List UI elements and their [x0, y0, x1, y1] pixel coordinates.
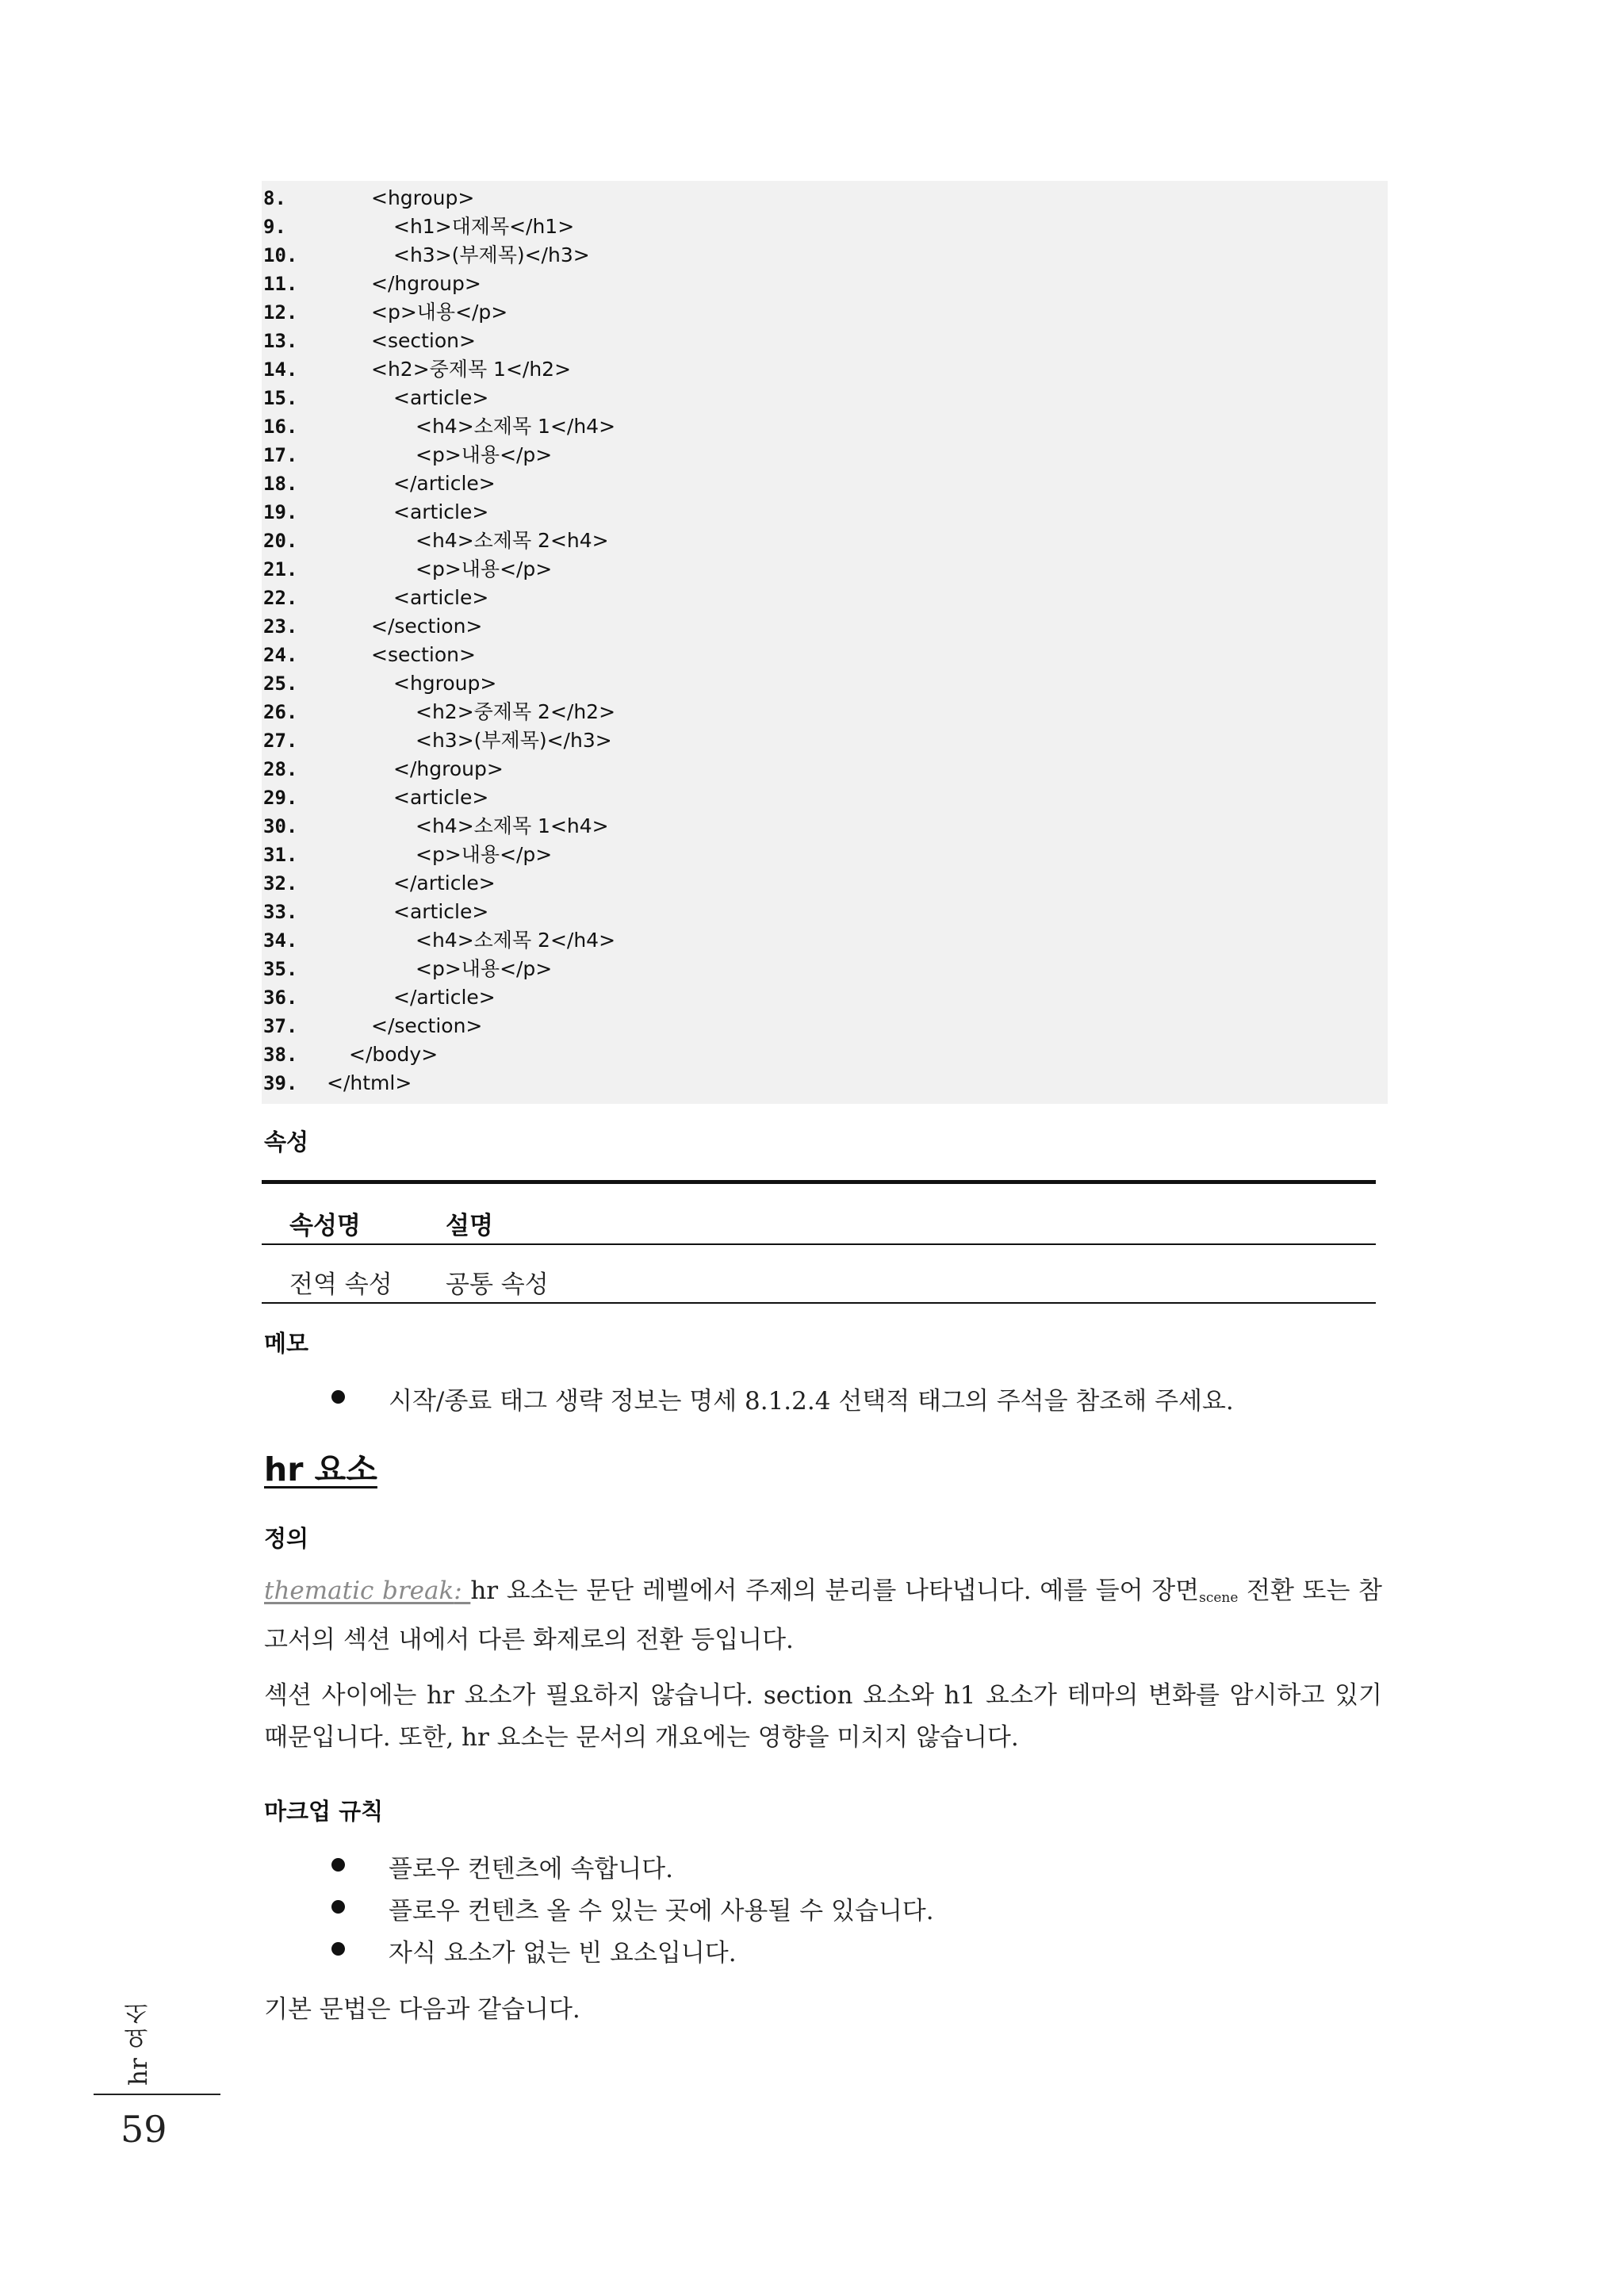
line-number: 35.	[263, 958, 298, 980]
code-text: </article>	[393, 986, 496, 1009]
line-number: 11.	[263, 273, 298, 295]
line-number: 21.	[263, 558, 298, 580]
line-number: 12.	[263, 301, 298, 324]
running-section-label: hr 요소	[124, 2001, 153, 2086]
code-text: <section>	[371, 643, 476, 666]
code-text: <article>	[393, 900, 489, 923]
code-text: <p>내용</p>	[416, 957, 553, 980]
code-text: <h3>(부제목)</h3>	[393, 243, 590, 266]
line-number: 18.	[263, 473, 298, 495]
basic-syntax-text: 기본 문법은 다음과 같습니다.	[264, 1995, 580, 2024]
markup-rule-item: 자식 요소가 없는 빈 요소입니다.	[389, 1939, 737, 1967]
line-number: 14.	[263, 358, 298, 381]
line-number: 39.	[263, 1072, 298, 1094]
code-text: <h3>(부제목)</h3>	[416, 729, 612, 752]
code-text: </hgroup>	[393, 757, 504, 780]
definition-paragraph	[264, 1570, 1382, 1661]
code-text: <h2>중제목 2</h2>	[416, 700, 616, 723]
code-text: <article>	[393, 386, 489, 409]
code-text: <p>내용</p>	[416, 557, 553, 580]
code-text: <p>내용</p>	[416, 443, 553, 466]
definition-subscript: scene	[1199, 1590, 1239, 1606]
definition-term-separator: :	[454, 1577, 471, 1605]
code-listing	[262, 181, 1388, 1104]
markup-rule-item: 플로우 컨텐츠에 속합니다.	[389, 1855, 673, 1883]
line-number: 30.	[263, 815, 298, 837]
line-number: 15.	[263, 387, 298, 409]
table-top-rule	[262, 1180, 1376, 1184]
markup-rule-item: 플로우 컨텐츠 올 수 있는 곳에 사용될 수 있습니다.	[389, 1897, 934, 1925]
code-text: <h4>소제목 2</h4>	[416, 929, 616, 952]
line-number: 27.	[263, 730, 298, 752]
line-number: 36.	[263, 987, 298, 1009]
table-cell-description: 공통 속성	[446, 1270, 549, 1299]
page-number: 59	[121, 2108, 167, 2151]
code-text: <p>내용</p>	[416, 843, 553, 866]
line-number: 9.	[263, 216, 286, 238]
memo-heading: 메모	[264, 1330, 309, 1357]
code-text: </section>	[371, 615, 483, 638]
code-text: </hgroup>	[371, 272, 481, 295]
definition-heading: 정의	[264, 1525, 309, 1552]
line-number: 13.	[263, 330, 298, 352]
line-number: 22.	[263, 587, 298, 609]
memo-item: 시작/종료 태그 생략 정보는 명세 8.1.2.4 선택적 태그의 주석을 참조해 주세요.	[389, 1387, 1234, 1416]
bullet-icon	[331, 1942, 345, 1956]
line-number: 28.	[263, 758, 298, 780]
line-number: 24.	[263, 644, 298, 666]
code-text: </article>	[393, 472, 496, 495]
table-bottom-rule	[262, 1302, 1376, 1304]
code-text: </body>	[349, 1043, 439, 1066]
code-text: <h4>소제목 1</h4>	[416, 415, 616, 438]
line-number: 23.	[263, 615, 298, 638]
definition-term: thematic break	[264, 1577, 454, 1605]
line-number: 38.	[263, 1044, 298, 1066]
code-text: </section>	[371, 1014, 483, 1037]
line-number: 31.	[263, 844, 298, 866]
line-number: 16.	[263, 416, 298, 438]
line-number: 32.	[263, 872, 298, 895]
attributes-heading: 속성	[264, 1128, 309, 1155]
code-text: <h1>대제목</h1>	[393, 215, 575, 238]
side-rule	[94, 2094, 220, 2095]
definition-text: hr 요소는 문단 레벨에서 주제의 분리를 나타냅니다. 예를 들어 장면	[470, 1577, 1200, 1605]
bullet-icon	[331, 1900, 345, 1914]
code-text: <article>	[393, 786, 489, 809]
table-header-rule	[262, 1243, 1376, 1245]
code-text: <hgroup>	[371, 186, 475, 209]
code-text: <h4>소제목 2<h4>	[416, 529, 609, 552]
code-text: <p>내용</p>	[371, 301, 508, 324]
code-text: <article>	[393, 586, 489, 609]
code-text: </html>	[327, 1071, 412, 1094]
line-number: 34.	[263, 929, 298, 952]
bullet-icon	[331, 1858, 345, 1872]
table-header-description: 설명	[446, 1212, 493, 1240]
code-text: <h2>중제목 1</h2>	[371, 358, 572, 381]
line-number: 19.	[263, 501, 298, 523]
table-cell-attribute: 전역 속성	[289, 1270, 393, 1299]
line-number: 25.	[263, 672, 298, 695]
code-text: <article>	[393, 500, 489, 523]
line-number: 33.	[263, 901, 298, 923]
line-number: 37.	[263, 1015, 298, 1037]
code-text: </article>	[393, 872, 496, 895]
definition-paragraph-2: 섹션 사이에는 hr 요소가 필요하지 않습니다. section 요소와 h1 요소가 테마의 변화를 암시하고 있기 때문입니다. 또한, hr 요소는 문서의 개요에는 영향을 미치지 않습니다.	[264, 1681, 1382, 1752]
code-text: <hgroup>	[393, 672, 497, 695]
code-text: <h4>소제목 1<h4>	[416, 814, 609, 837]
table-header-name: 속성명	[289, 1212, 361, 1240]
markup-rules-heading: 마크업 규칙	[264, 1798, 384, 1825]
code-text: <section>	[371, 329, 476, 352]
line-number: 26.	[263, 701, 298, 723]
line-number: 29.	[263, 787, 298, 809]
line-number: 17.	[263, 444, 298, 466]
line-number: 8.	[263, 187, 286, 209]
section-title: hr 요소	[264, 1450, 377, 1488]
definition-text-rest: 전환 또는 참고서의 섹션 내에서 다른 화제로의 전환 등입니다.	[264, 1577, 1382, 1654]
line-number: 20.	[263, 530, 298, 552]
line-number: 10.	[263, 244, 298, 266]
bullet-icon	[331, 1390, 345, 1404]
